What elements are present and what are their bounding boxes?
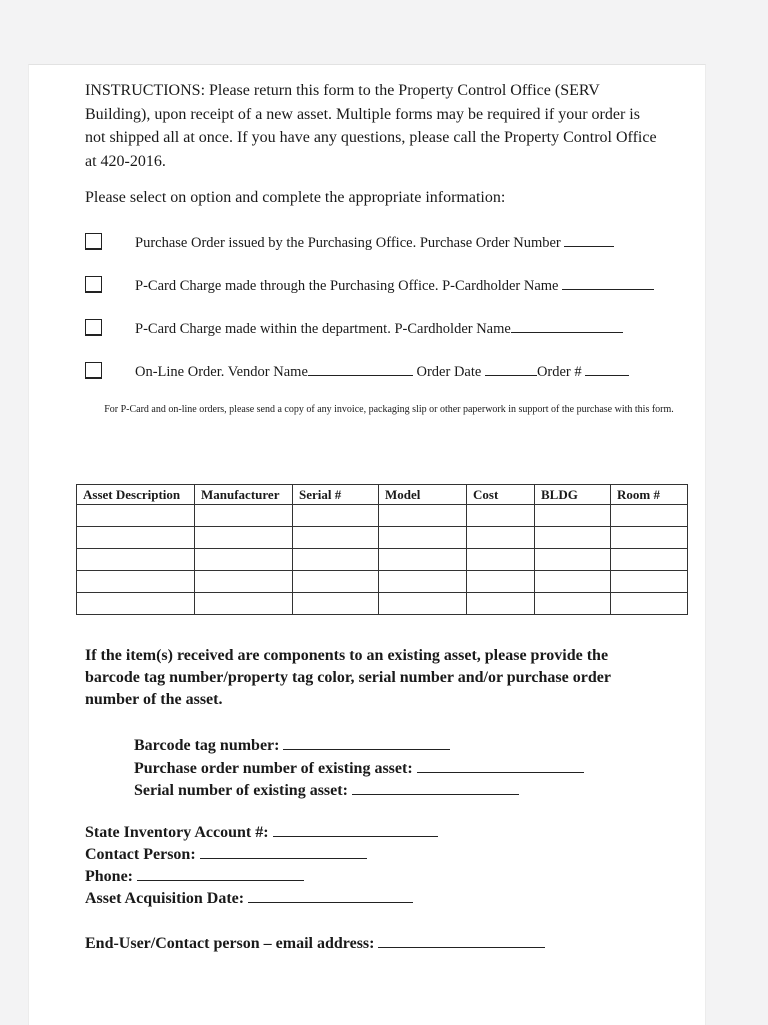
table-cell[interactable]	[611, 505, 688, 527]
table-cell[interactable]	[611, 549, 688, 571]
po-number-blank[interactable]	[564, 233, 614, 247]
instructions-paragraph	[85, 79, 695, 173]
table-cell[interactable]	[77, 593, 195, 615]
table-cell[interactable]	[467, 505, 535, 527]
table-cell[interactable]	[467, 549, 535, 571]
table-cell[interactable]	[195, 593, 293, 615]
table-cell[interactable]	[467, 593, 535, 615]
email-blank[interactable]	[378, 933, 545, 948]
dept-pcardholder-name-blank[interactable]	[511, 319, 623, 333]
header-cost: Cost	[467, 485, 535, 505]
checkbox-pcard-department[interactable]	[85, 319, 102, 336]
table-header-row	[77, 485, 688, 505]
header-model: Model	[379, 485, 467, 505]
contact-person-field	[85, 844, 367, 864]
table-cell[interactable]	[379, 549, 467, 571]
contact-person-blank[interactable]	[200, 844, 367, 859]
header-asset-description: Asset Description	[77, 485, 195, 505]
table-cell[interactable]	[293, 505, 379, 527]
email-label: End-User/Contact person – email address:	[85, 935, 379, 952]
table-cell[interactable]	[379, 571, 467, 593]
asset-table	[76, 484, 688, 615]
order-date-blank[interactable]	[485, 362, 537, 376]
phone-field	[85, 866, 304, 886]
contact-person-label: Contact Person:	[85, 846, 200, 863]
instructions-line: Building), upon receipt of a new asset. Multiple forms may be required if your order is	[85, 105, 640, 123]
table-cell[interactable]	[379, 593, 467, 615]
order-date-label: Order Date	[412, 364, 485, 380]
table-row	[77, 549, 688, 571]
table-row	[77, 527, 688, 549]
barcode-tag-blank[interactable]	[283, 735, 450, 750]
checkbox-purchase-order[interactable]	[85, 233, 102, 250]
table-cell[interactable]	[77, 549, 195, 571]
acquisition-date-field	[85, 888, 413, 908]
instructions-line: not shipped all at once. If you have any questions, please call the Property Control Office	[85, 129, 657, 146]
table-cell[interactable]	[535, 593, 611, 615]
form-page	[28, 64, 706, 1025]
table-row	[77, 505, 688, 527]
existing-serial-label: Serial number of existing asset:	[134, 782, 352, 799]
table-cell[interactable]	[467, 571, 535, 593]
order-number-blank[interactable]	[585, 362, 629, 376]
existing-serial-blank[interactable]	[352, 780, 519, 795]
table-cell[interactable]	[611, 527, 688, 549]
header-room: Room #	[611, 485, 688, 505]
order-number-label: Order #	[536, 364, 586, 380]
select-prompt: Please select on option and complete the appropriate information:	[85, 189, 506, 206]
barcode-tag-field	[134, 735, 450, 755]
table-row	[77, 571, 688, 593]
state-inventory-blank[interactable]	[273, 822, 438, 837]
table-row	[77, 593, 688, 615]
pcardholder-name-blank[interactable]	[562, 276, 654, 290]
table-cell[interactable]	[535, 549, 611, 571]
table-cell[interactable]	[195, 571, 293, 593]
checkbox-online-order[interactable]	[85, 362, 102, 379]
option-label: On-Line Order. Vendor Name	[135, 364, 308, 380]
table-cell[interactable]	[77, 571, 195, 593]
table-cell[interactable]	[293, 527, 379, 549]
option-label: P-Card Charge made through the Purchasing Office. P-Cardholder Name	[135, 278, 563, 294]
table-cell[interactable]	[379, 527, 467, 549]
table-cell[interactable]	[293, 593, 379, 615]
pcard-note: For P-Card and on-line orders, please send a copy of any invoice, packaging slip or other paperwork in support of the purchase with this form.	[104, 404, 674, 415]
table-cell[interactable]	[293, 549, 379, 571]
existing-po-field	[134, 758, 584, 778]
existing-po-blank[interactable]	[417, 758, 584, 773]
instructions-line: at 420-2016.	[85, 152, 166, 170]
existing-po-label: Purchase order number of existing asset:	[134, 760, 417, 777]
existing-serial-field	[134, 780, 519, 800]
state-inventory-label: State Inventory Account #:	[85, 824, 273, 841]
table-cell[interactable]	[195, 505, 293, 527]
table-cell[interactable]	[535, 505, 611, 527]
table-cell[interactable]	[77, 505, 195, 527]
components-paragraph	[85, 645, 611, 711]
table-cell[interactable]	[293, 571, 379, 593]
components-line: number of the asset.	[85, 691, 223, 708]
barcode-tag-label: Barcode tag number:	[134, 737, 284, 754]
acquisition-date-blank[interactable]	[248, 888, 413, 903]
table-cell[interactable]	[611, 571, 688, 593]
state-inventory-field	[85, 822, 438, 842]
option-label: P-Card Charge made within the department. P-Cardholder Name	[135, 321, 511, 337]
table-cell[interactable]	[611, 593, 688, 615]
checkbox-pcard-purchasing[interactable]	[85, 276, 102, 293]
header-serial: Serial #	[293, 485, 379, 505]
table-cell[interactable]	[195, 527, 293, 549]
table-cell[interactable]	[379, 505, 467, 527]
components-line: barcode tag number/property tag color, serial number and/or purchase order	[85, 669, 611, 686]
phone-label: Phone:	[85, 868, 137, 885]
table-cell[interactable]	[535, 571, 611, 593]
components-line: If the item(s) received are components to an existing asset, please provide the	[85, 647, 609, 664]
phone-blank[interactable]	[137, 866, 304, 881]
table-cell[interactable]	[535, 527, 611, 549]
header-bldg: BLDG	[535, 485, 611, 505]
option-label: Purchase Order issued by the Purchasing Office. Purchase Order Number	[135, 235, 565, 251]
acquisition-date-label: Asset Acquisition Date:	[85, 890, 249, 907]
instructions-line: INSTRUCTIONS: Please return this form to the Property Control Office (SERV	[85, 82, 600, 99]
table-cell[interactable]	[195, 549, 293, 571]
vendor-name-blank[interactable]	[308, 362, 413, 376]
table-cell[interactable]	[77, 527, 195, 549]
email-field	[85, 933, 545, 953]
table-cell[interactable]	[467, 527, 535, 549]
header-manufacturer: Manufacturer	[195, 485, 293, 505]
